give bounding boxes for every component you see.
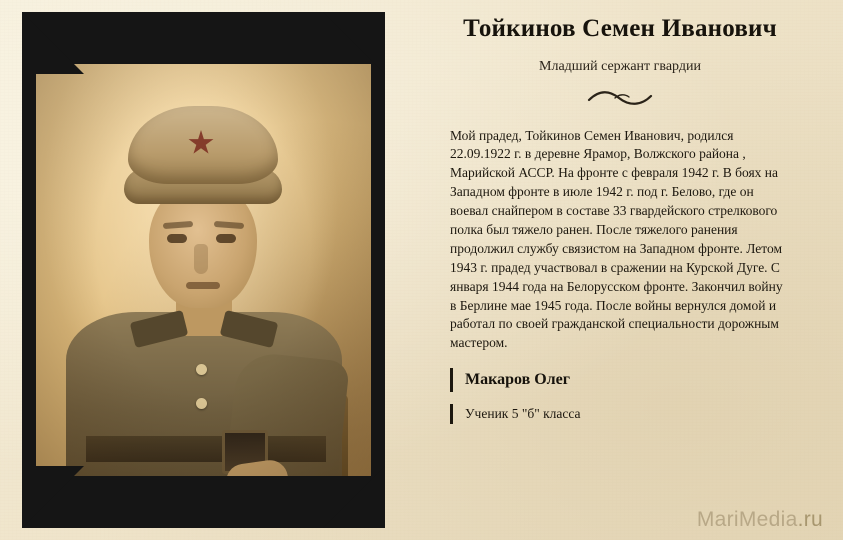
site-watermark <box>697 508 823 532</box>
frame-corner-bottom-left <box>22 466 84 528</box>
biography-text: Мой прадед, Тойкинов Семен Иванович, родился 22.09.1922 г. в деревне Ярамор, Волжского района , Марийской АССР. На фронте с февраля 1942 г. В боях на Западном фронте в июле 1942 г. под г. Белово, где он воевал снайпером в составе 33 гвардейского стрелкового полка был тяжело ранен. После тяжелого ранения продолжил службу связистом на Западном фронте. Летом 1943 г. прадед участвовал в сражении на Курской Дуге. С января 1944 года на Белорусском фронте. Закончил войну в Берлине мае 1945 года. После войны вернулся домой и работал по своей гражданской специальности дорожным мастером. <box>450 127 783 351</box>
photo-vignette <box>36 64 371 476</box>
watermark-brand: MariMedia <box>696 508 798 531</box>
author-name: Макаров Олег <box>450 368 780 392</box>
frame-corner-top-left <box>22 12 84 74</box>
rank-subtitle: Младший сержант гвардии <box>539 58 701 74</box>
frame-corner-top-right <box>323 12 385 74</box>
portrait-photo <box>36 64 371 476</box>
watermark-tld: .ru <box>797 508 823 531</box>
page-title: Тойкинов Семен Иванович <box>463 15 777 42</box>
swash-ornament-icon <box>585 87 655 109</box>
author-block <box>450 368 780 424</box>
soldier-portrait-illustration <box>36 64 371 476</box>
frame-corner-bottom-right <box>323 466 385 528</box>
author-class: Ученик 5 "б" класса <box>450 404 780 424</box>
text-column <box>420 0 820 540</box>
portrait-frame <box>22 12 385 528</box>
